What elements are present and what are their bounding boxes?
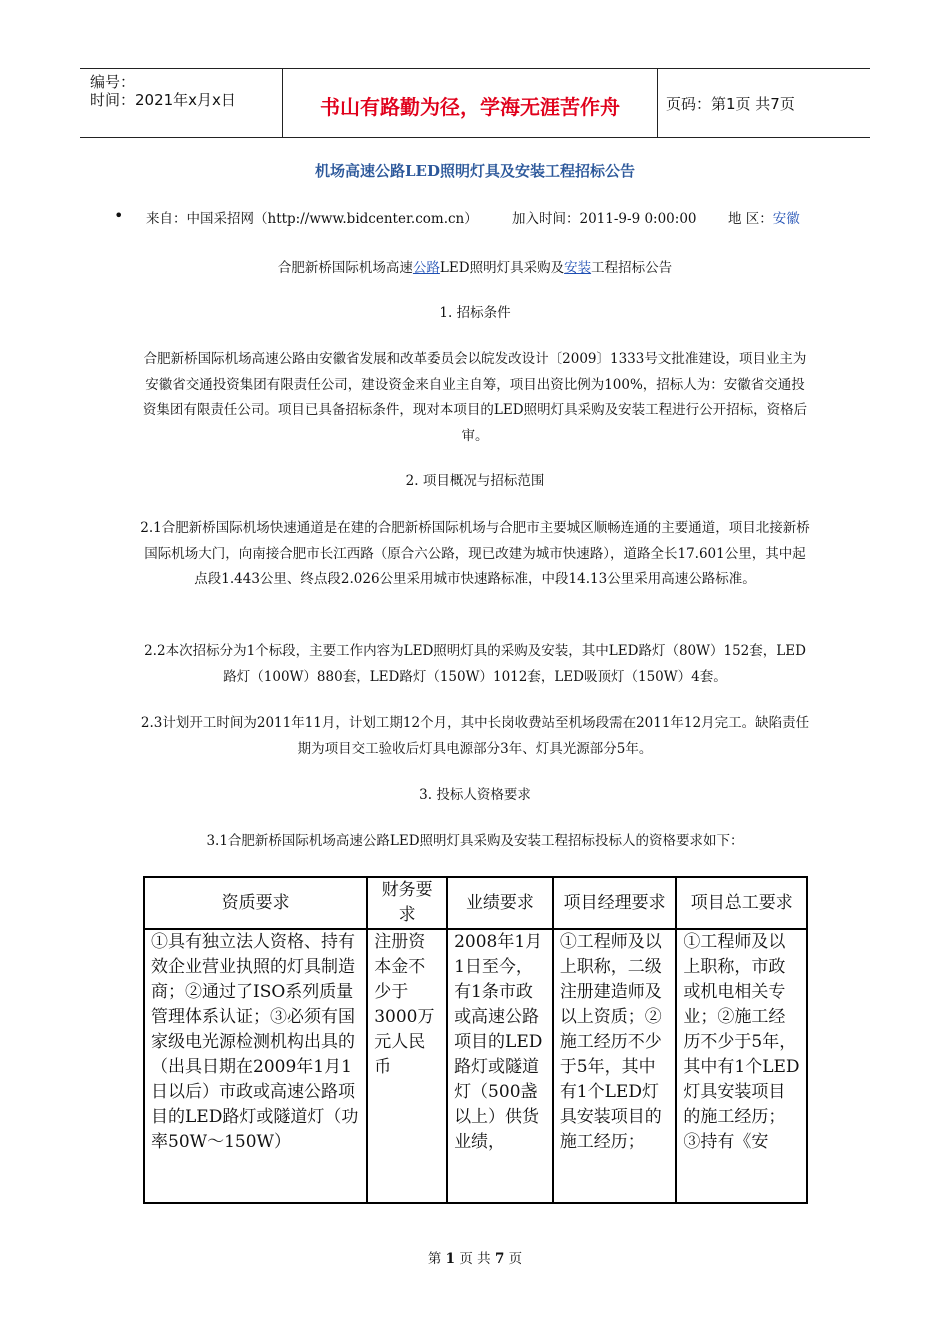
table-row <box>144 929 807 1203</box>
subtitle-link-road[interactable]: 公路 <box>412 260 440 276</box>
header-performance: 业绩要求 <box>447 877 553 929</box>
page-footer <box>0 1247 950 1267</box>
announcement-subtitle <box>140 256 810 282</box>
time-label: 时间：2021年x月x日 <box>90 91 236 109</box>
region-link[interactable]: 安徽 <box>772 211 800 227</box>
section1-body: 合肥新桥国际机场高速公路由安徽省发展和改革委员会以皖发改设计〔2009〕1333号文批准建设，项目业主为安徽省交通投资集团有限责任公司，建设资金来自业主自筹，项目出资比例为100%，招标人为：安徽省交通投资集团有限责任公司。项目已具备招标条件，现对本项目的LED照明灯具采购及安装工程进行公开招标，资格后审。 <box>142 351 808 444</box>
section2-3-body: 2.3计划开工时间为2011年11月，计划工期12个月，其中长岗收费站至机场段需在2011年12月完工。缺陷责任期为项目交工验收后灯具电源部分3年、灯具光源部分5年。 <box>140 715 810 757</box>
table-header-row <box>144 877 807 929</box>
header-finance: 财务要求 <box>367 877 447 929</box>
subtitle-link-install[interactable]: 安装 <box>564 260 592 276</box>
header-chief-engineer: 项目总工要求 <box>676 877 807 929</box>
cell-project-manager <box>553 929 677 1203</box>
source-region <box>728 207 800 227</box>
qualification-table <box>143 876 808 1204</box>
header-project-manager: 项目经理要求 <box>553 877 677 929</box>
cell-qualification-text: ①具有独立法人资格、持有效企业营业执照的灯具制造商；②通过了ISO系列质量管理体系认证；③必须有国家级电光源检测机构出具的（出具日期在2009年1月1日以后）市政或高速公路项目的LED路灯或隧道灯（功率50W～150W） <box>151 932 359 1152</box>
section3-1-body: 3.1合肥新桥国际机场高速公路LED照明灯具采购及安装工程招标投标人的资格要求如下： <box>206 833 744 849</box>
footer-page-number: 1 <box>445 1251 456 1267</box>
cell-qualification <box>144 929 367 1203</box>
section1-heading: 1. 招标条件 <box>439 305 511 321</box>
cell-finance-text: 注册资本金不少于3000万元人民币 <box>374 932 435 1077</box>
subtitle-part1: 合肥新桥国际机场高速 <box>277 260 413 276</box>
section2-heading: 2. 项目概况与招标范围 <box>405 473 545 489</box>
source-added-time: 加入时间：2011-9-9 0:00:00 <box>512 211 697 227</box>
cell-performance-text: 2008年1月1日至今，有1条市政或高速公路项目的LED路灯或隧道灯（500盏以上）供货业绩， <box>454 932 543 1152</box>
cell-project-manager-text: ①工程师及以上职称，二级注册建造师及以上资质；②施工经历不少于5年，其中有1个LED灯具安装项目的施工经历； <box>559 932 662 1152</box>
header-meta-cell <box>80 69 282 137</box>
page-code: 页码：第1页 共7页 <box>666 95 795 113</box>
header-motto-cell <box>282 69 658 137</box>
section2-1-body: 2.1合肥新桥国际机场快速通道是在建的合肥新桥国际机场与合肥市主要城区顺畅连通的主要通道，项目北接新桥国际机场大门，向南接合肥市长江西路（原合六公路，现已改建为城市快速路），道路全长17.601公里，其中起点段1.443公里、终点段2.026公里采用城市快速路标准，中段14.13公里采用高速公路标准。 <box>140 520 810 587</box>
document-header <box>80 68 870 138</box>
source-from: 来自：中国采招网（http://www.bidcenter.com.cn） <box>146 211 478 227</box>
cell-finance <box>367 929 447 1203</box>
footer-total-pages: 7 <box>494 1251 505 1267</box>
footer-pre: 第 <box>427 1251 442 1267</box>
cell-performance <box>447 929 553 1203</box>
cell-chief-engineer <box>676 929 807 1203</box>
section3-heading: 3. 投标人资格要求 <box>419 787 531 803</box>
page-title: 机场高速公路LED照明灯具及安装工程招标公告 <box>315 162 635 180</box>
section2-2-body: 2.2本次招标分为1个标段，主要工作内容为LED照明灯具的采购及安装，其中LED路灯（80W）152套，LED路灯（100W）880套，LED路灯（150W）1012套，LED吸顶灯（150W）4套。 <box>144 643 806 685</box>
bullet-icon: • <box>114 206 124 225</box>
footer-post: 页 <box>508 1251 523 1267</box>
subtitle-part3: 工程招标公告 <box>591 260 673 276</box>
number-label: 编号： <box>90 73 136 91</box>
header-page-cell <box>656 69 870 137</box>
subtitle-part2: LED照明灯具采购及 <box>439 260 565 276</box>
region-label: 地 区： <box>728 211 773 227</box>
motto-text: 书山有路勤为径，学海无涯苦作舟 <box>320 95 620 119</box>
footer-mid: 页 共 <box>459 1251 491 1267</box>
cell-chief-engineer-text: ①工程师及以上职称，市政或机电相关专业；②施工经历不少于5年，其中有1个LED灯具安装项目的施工经历；③持有《安 <box>683 932 800 1152</box>
header-qualification: 资质要求 <box>144 877 367 929</box>
